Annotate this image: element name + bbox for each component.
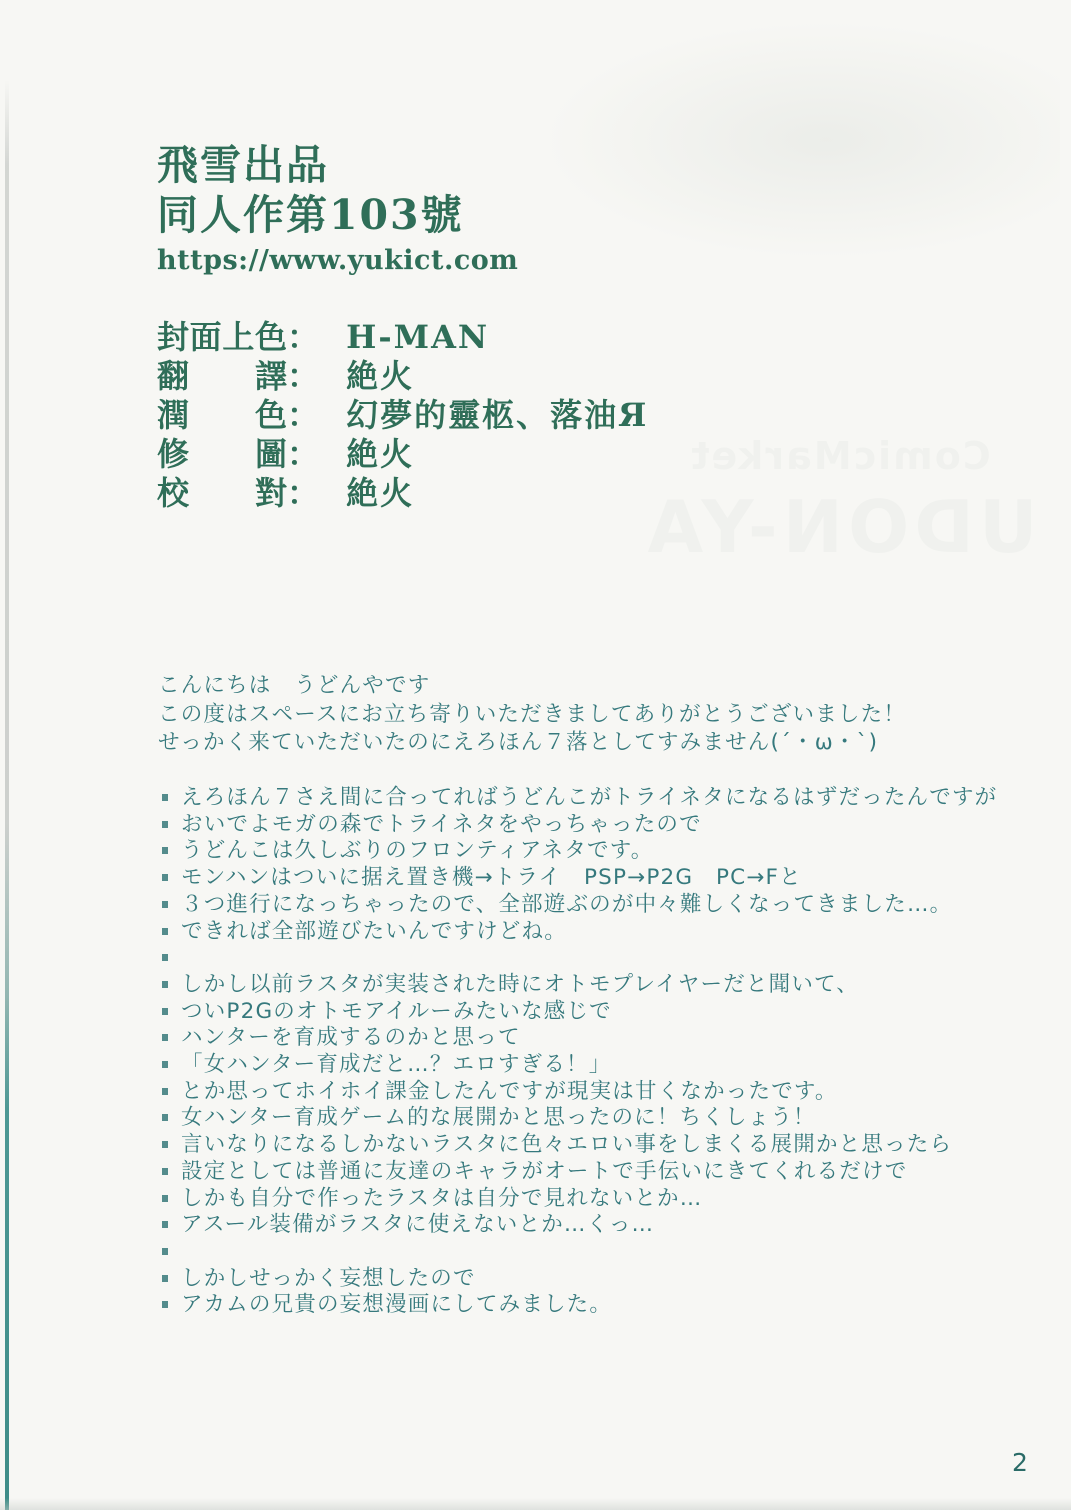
- credit-row: [157, 474, 648, 513]
- bullet-text: 「女ハンター育成だと…？エロすぎる！」: [181, 1052, 612, 1078]
- bullet-text: アカムの兄貴の妄想漫画にしてみました。: [181, 1292, 613, 1318]
- bullet-square-icon: [162, 1008, 168, 1015]
- bullet-line: [161, 999, 997, 1026]
- bullet-text: アスール装備がラスタに使えないとか…くっ…: [181, 1212, 655, 1238]
- credit-role-label: 修 圖: [157, 435, 287, 473]
- bullet-text: モンハンはついに据え置き機→トライ PSP→P2G PC→Fと: [181, 865, 802, 891]
- bullet-line: [161, 1052, 997, 1079]
- bullet-text: ついP2Gのオトモアイルーみたいな感じで: [181, 998, 612, 1024]
- bullet-line: [161, 1292, 997, 1319]
- bullet-line: [161, 1212, 997, 1239]
- greeting-line: この度はスペースにお立ち寄りいただきましてありがとうございました！: [158, 701, 907, 727]
- bullet-line: [161, 865, 997, 892]
- greeting-line: こんにちは うどんやです: [158, 673, 431, 698]
- bullet-square-icon: [162, 1088, 168, 1095]
- reverse-page-showthrough: [620, 430, 1060, 572]
- bullet-line: [161, 892, 997, 919]
- bullet-square-icon: [162, 1248, 168, 1255]
- credit-person-name: H-MAN: [346, 318, 490, 356]
- greeting-line: せっかく来ていただいたのにえろほん７落としてすみません(´・ω・`): [158, 730, 879, 756]
- bullet-square-icon: [162, 874, 168, 881]
- bullet-line: [161, 1079, 997, 1106]
- credit-role-label: 翻 譯: [157, 357, 287, 395]
- bullet-square-icon: [162, 1141, 168, 1148]
- bullet-line: [161, 1186, 997, 1213]
- bullet-square-icon: [162, 821, 168, 828]
- credit-colon: ：: [287, 435, 320, 473]
- bullet-text: うどんこは久しぶりのフロンティアネタです。: [181, 838, 654, 864]
- bullet-text: しかしせっかく妄想したので: [181, 1265, 476, 1291]
- bullet-square-icon: [162, 1061, 168, 1068]
- bullet-text: しかし以前ラスタが実装された時にオトモプレイヤーだと聞いて、: [181, 971, 859, 997]
- credit-person-name: 絶火: [346, 474, 415, 512]
- page-number: 2: [1012, 1448, 1028, 1477]
- bullet-line: [161, 1239, 997, 1266]
- bullet-line: [161, 785, 997, 812]
- credit-role-label: 潤 色: [157, 396, 287, 434]
- bullet-line: [161, 1266, 997, 1293]
- credit-colon: ：: [287, 318, 320, 356]
- bullet-line: [161, 1105, 997, 1132]
- credit-row: [157, 318, 648, 357]
- bullet-square-icon: [162, 1114, 168, 1121]
- bullet-square-icon: [162, 1221, 168, 1228]
- bullet-line: [161, 812, 997, 839]
- publisher-header: [157, 140, 518, 278]
- bullet-square-icon: [162, 981, 168, 988]
- publication-number: 同人作第103號: [157, 191, 464, 239]
- bullet-text: 設定としては普通に友達のキャラがオートで手伝いにきてくれるだけで: [181, 1158, 908, 1184]
- afterword-bullet-list: [161, 785, 997, 1319]
- bullet-line: [161, 945, 997, 972]
- bullet-square-icon: [162, 1275, 168, 1282]
- credit-person-name: 幻夢的靈柩、落油Я: [346, 396, 649, 434]
- page-bottom-shadow: [0, 1498, 1071, 1510]
- publisher-url: https://www.yukict.com: [157, 245, 519, 276]
- bullet-text: ハンターを育成するのかと思って: [181, 1025, 521, 1051]
- credits-block: [157, 318, 648, 513]
- bullet-line: [161, 1159, 997, 1186]
- bullet-text: とか思ってホイホイ課金したんですが現実は甘くなかったです。: [181, 1078, 838, 1104]
- credit-row: [157, 357, 648, 396]
- bullet-text: しかも自分で作ったラスタは自分で見れないとか…: [181, 1185, 703, 1211]
- credit-colon: ：: [287, 357, 320, 395]
- bullet-text: おいでよモガの森でトライネタをやっちゃったので: [181, 811, 702, 837]
- publisher-name: 飛雪出品: [157, 141, 329, 189]
- credit-colon: ：: [287, 474, 320, 512]
- bullet-line: [161, 1025, 997, 1052]
- bullet-text: 女ハンター育成ゲーム的な展開かと思ったのに！ちくしょう！: [181, 1105, 816, 1131]
- bullet-text: えろほん７さえ間に合ってればうどんこがトライネタになるはずだったんですが: [181, 785, 998, 810]
- credit-row: [157, 435, 648, 474]
- bullet-line: [161, 838, 997, 865]
- bullet-square-icon: [162, 901, 168, 908]
- bullet-square-icon: [162, 1195, 168, 1202]
- page-spine-edge: [5, 80, 9, 1510]
- bullet-line: [161, 919, 997, 946]
- afterword-greeting: [158, 672, 906, 758]
- showthrough-line2: UDON-YA: [642, 485, 1038, 569]
- bullet-square-icon: [162, 847, 168, 854]
- bullet-square-icon: [162, 1301, 168, 1308]
- credit-colon: ：: [287, 396, 320, 434]
- bullet-line: [161, 1132, 997, 1159]
- scan-shading-blob: [540, 20, 1060, 260]
- bullet-text: 言いなりになるしかないラスタに色々エロい事をしまくる展開かと思ったら: [181, 1132, 953, 1158]
- bullet-square-icon: [162, 928, 168, 935]
- credit-role-label: 封面上色: [157, 318, 287, 356]
- credit-row: [157, 396, 648, 435]
- bullet-square-icon: [162, 794, 168, 801]
- bullet-text: ３つ進行になっちゃったので、全部遊ぶのが中々難しくなってきました…。: [181, 891, 953, 917]
- bullet-square-icon: [162, 1034, 168, 1041]
- bullet-line: [161, 972, 997, 999]
- bullet-square-icon: [162, 954, 168, 961]
- showthrough-line1: ComicMarket: [689, 434, 991, 478]
- credit-role-label: 校 對: [157, 474, 287, 512]
- bullet-square-icon: [162, 1168, 168, 1175]
- credit-person-name: 絶火: [346, 435, 415, 473]
- credit-person-name: 絶火: [346, 357, 415, 395]
- bullet-text: できれば全部遊びたいんですけどね。: [181, 918, 567, 944]
